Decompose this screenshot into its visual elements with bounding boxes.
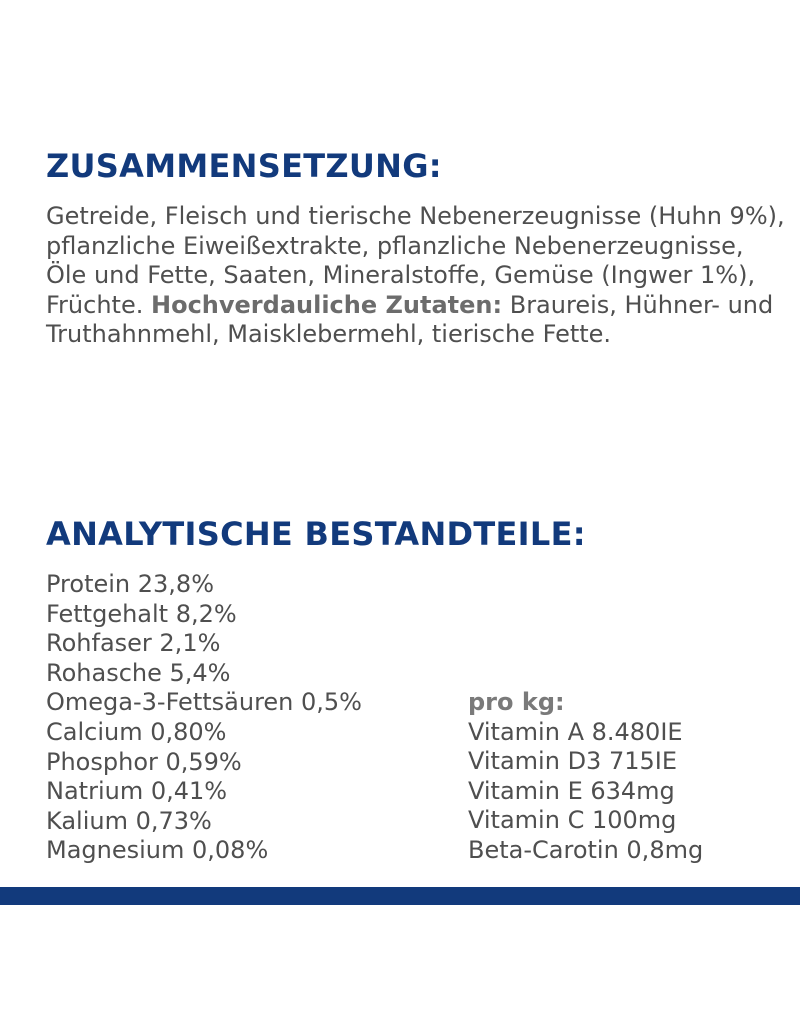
footer-accent-bar xyxy=(0,887,800,905)
analytics-item-omega3: Omega-3-Fettsäuren 0,5% xyxy=(46,688,362,717)
analytics-item-phosphorus: Phosphor 0,59% xyxy=(46,747,242,776)
analytics-item-potassium: Kalium 0,73% xyxy=(46,806,212,835)
composition-heading: ZUSAMMENSETZUNG: xyxy=(46,147,442,185)
analytics-item-ash: Rohasche 5,4% xyxy=(46,658,231,687)
beta-carotene-item: Beta-Carotin 0,8mg xyxy=(468,835,704,864)
digestible-ingredients-label: Hochverdauliche Zutaten: xyxy=(151,290,503,319)
digestible-ingredients-text: Braureis, Hühner- und Truthahnmehl, Maisklebermehl, tierische Fette. xyxy=(46,290,774,349)
analytics-item-sodium: Natrium 0,41% xyxy=(46,777,228,806)
analytics-list xyxy=(46,570,362,866)
vitamins-per-kg-label: pro kg: xyxy=(468,688,565,716)
analytics-item-calcium: Calcium 0,80% xyxy=(46,717,227,746)
analytics-item-protein: Protein 23,8% xyxy=(46,570,214,598)
vitamins-list xyxy=(468,688,703,866)
analytics-item-fat: Fettgehalt 8,2% xyxy=(46,599,237,628)
analytics-item-magnesium: Magnesium 0,08% xyxy=(46,836,269,865)
vitamin-a-item: Vitamin A 8.480IE xyxy=(468,717,683,746)
vitamin-c-item: Vitamin C 100mg xyxy=(468,806,677,835)
analytics-heading: ANALYTISCHE BESTANDTEILE: xyxy=(46,515,586,553)
composition-text xyxy=(46,202,786,350)
vitamin-d3-item: Vitamin D3 715IE xyxy=(468,747,677,776)
analytics-item-fiber: Rohfaser 2,1% xyxy=(46,629,221,658)
composition-ingredients: Getreide, Fleisch und tierische Nebenerzeugnisse (Huhn 9%), pflanzliche Eiweißextrakte, pflanzliche Nebenerzeugnisse, Öle und Fette, Saaten, Mineralstoffe, Gemüse (Ingwer 1%), Früchte. xyxy=(46,202,785,319)
vitamin-e-item: Vitamin E 634mg xyxy=(468,776,675,805)
